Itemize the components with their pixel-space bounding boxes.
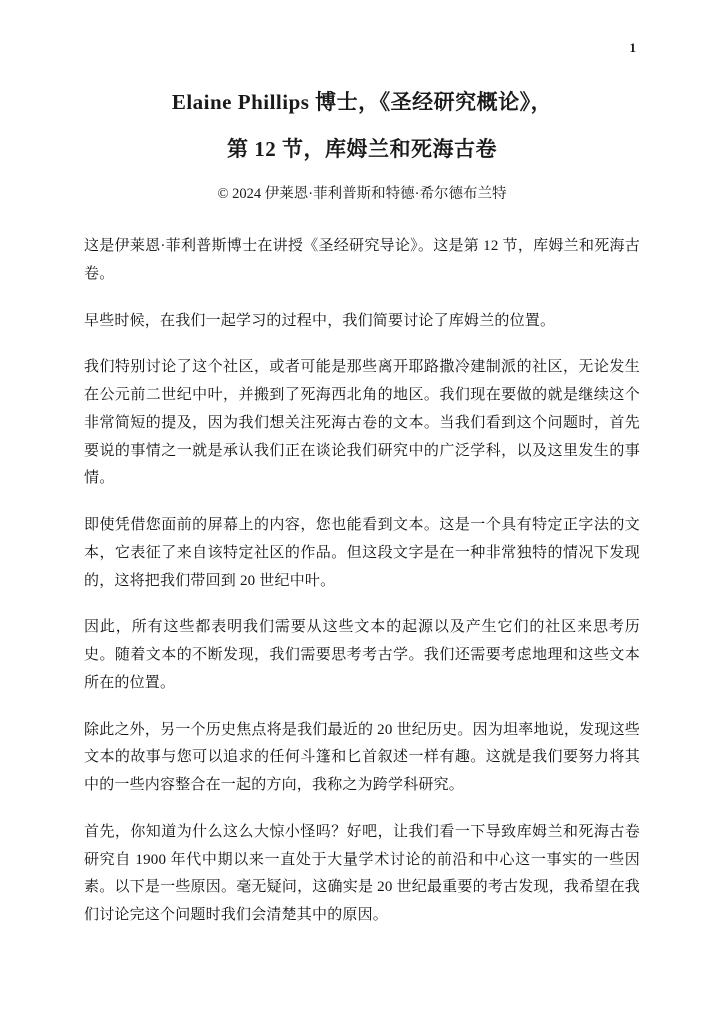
- document-header: [0, 0, 724, 203]
- document-title-line-1: Elaine Phillips 博士，《圣经研究概论》，: [171, 90, 553, 114]
- paragraph: 这是伊莱恩·菲利普斯博士在讲授《圣经研究导论》。这是第 12 节，库姆兰和死海古卷。: [84, 238, 640, 282]
- page-number: 1: [629, 40, 636, 55]
- copyright-line: © 2024 伊莱恩·菲利普斯和特德·希尔德布兰特: [217, 186, 507, 202]
- document-body: [84, 233, 640, 930]
- paragraph: 早些时候，在我们一起学习的过程中，我们简要讨论了库姆兰的位置。: [84, 312, 556, 329]
- paragraph: 除此之外，另一个历史焦点将是我们最近的 20 世纪历史。因为坦率地说，发现这些文本的故事与您可以追求的任何斗篷和匕首叙述一样有趣。这就是我们要努力将其中的一些内容整合在一起的方向，我称之为跨学科研究。: [84, 721, 640, 793]
- paragraph: 我们特别讨论了这个社区，或者可能是那些离开耶路撒冷建制派的社区，无论发生在公元前二世纪中叶，并搬到了死海西北角的地区。我们现在要做的就是继续这个非常简短的提及，因为我们想关注死海古卷的文本。当我们看到这个问题时，首先要说的事情之一就是承认我们正在谈论我们研究中的广泛学科，以及这里发生的事情。: [84, 359, 640, 487]
- paragraph: 即使凭借您面前的屏幕上的内容，您也能看到文本。这是一个具有特定正字法的文本，它表征了来自该特定社区的作品。但这段文字是在一种非常独特的情况下发现的，这将把我们带回到 20 世纪中叶。: [84, 517, 640, 589]
- document-title-line-2: 第 12 节，库姆兰和死海古卷: [227, 137, 497, 161]
- paragraph: 首先，你知道为什么这么大惊小怪吗？好吧，让我们看一下导致库姆兰和死海古卷研究自 1900 年代中期以来一直处于大量学术讨论的前沿和中心这一事实的一些因素。以下是一些原因。毫无疑问，这确实是 20 世纪最重要的考古发现，我希望在我们讨论完这个问题时我们会清楚其中的原因。: [84, 823, 640, 923]
- paragraph: 因此，所有这些都表明我们需要从这些文本的起源以及产生它们的社区来思考历史。随着文本的不断发现，我们需要思考考古学。我们还需要考虑地理和这些文本所在的位置。: [84, 619, 640, 691]
